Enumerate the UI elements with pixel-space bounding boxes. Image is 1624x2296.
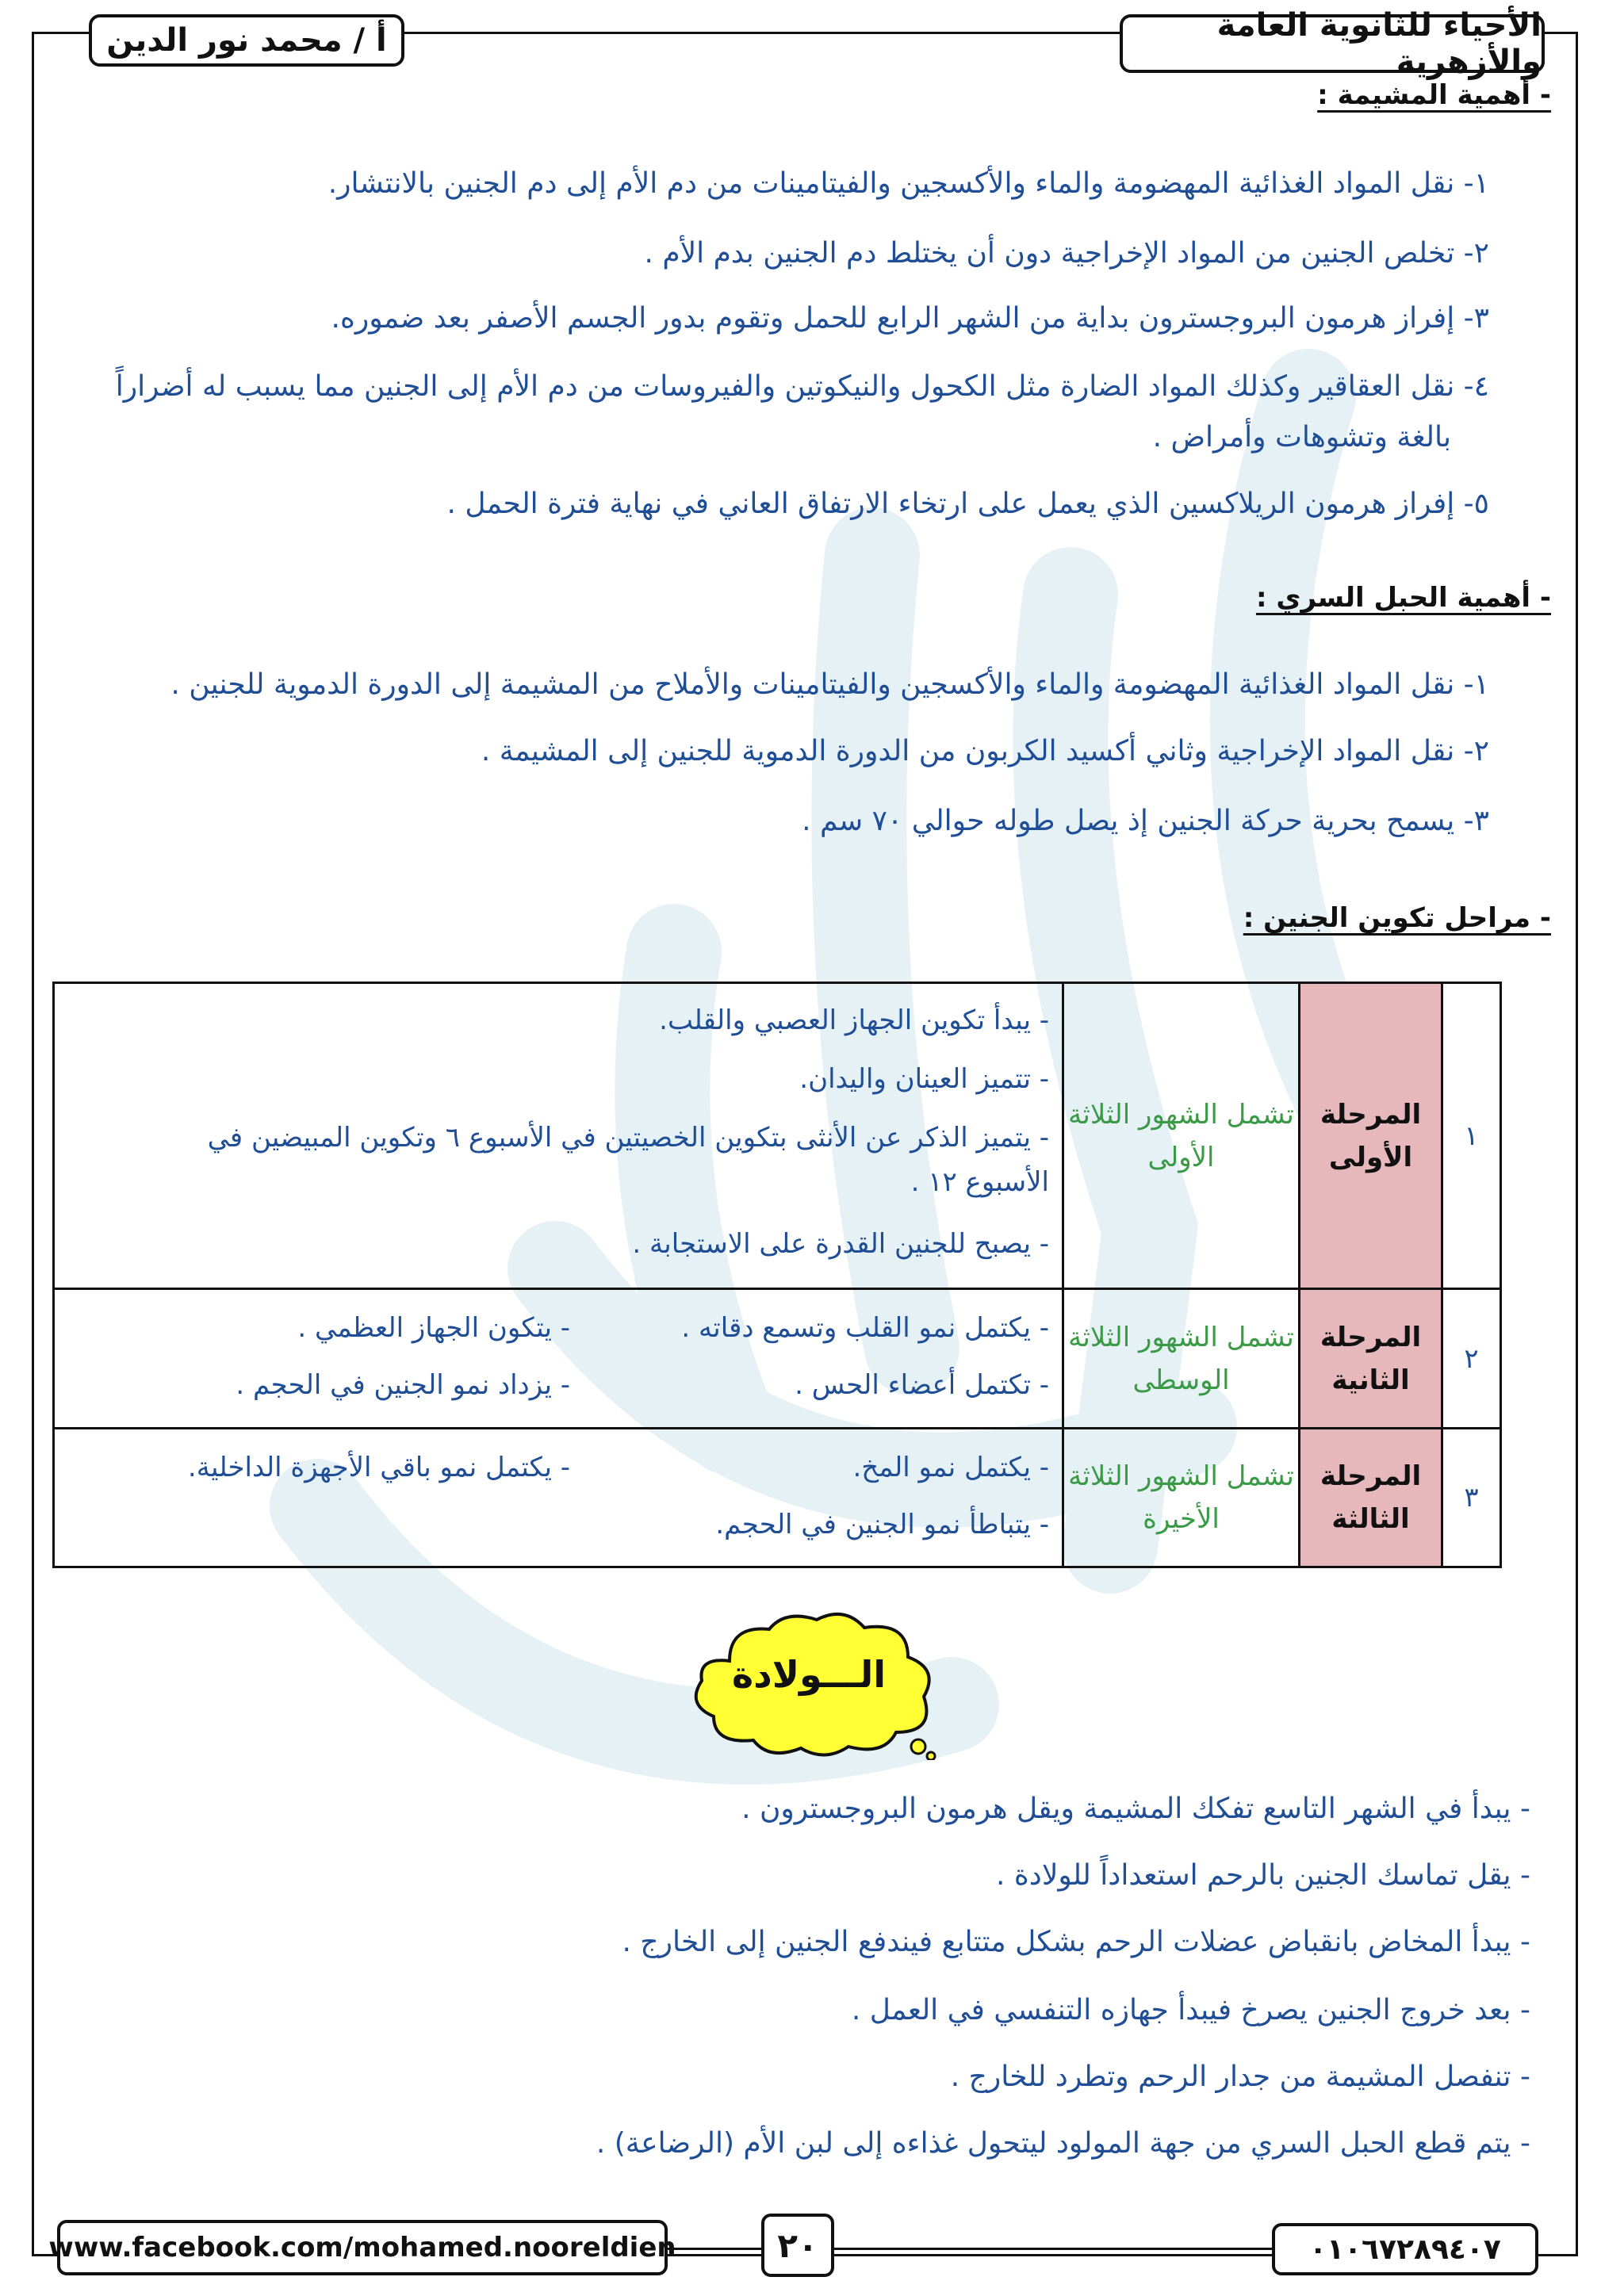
page-number: ٢٠ xyxy=(777,2225,818,2265)
page-number-box xyxy=(761,2214,834,2277)
stage-desc-line: - يكتمل نمو باقي الأجهزة الداخلية. xyxy=(187,1452,570,1483)
table-row xyxy=(55,1429,1500,1566)
placenta-item-3: ٣- إفراز هرمون البروجسترون بداية من الشهر الرابع للحمل وتقوم بدور الجسم الأصفر بعد ضموره. xyxy=(331,302,1489,335)
placenta-item-4: ٤- نقل العقاقير وكذلك المواد الضارة مثل الكحول والنيكوتين والفيروسات من دم الأم إلى الجنين مما يسبب له أضراراً xyxy=(115,370,1489,403)
phone-box xyxy=(1272,2223,1538,2275)
stage-desc-line: - يكتمل نمو القلب وتسمع دقاته . xyxy=(681,1312,1049,1344)
header-rule xyxy=(404,32,1120,34)
stage-desc-line: - يتكون الجهاز العظمي . xyxy=(297,1312,570,1344)
facebook-link[interactable] xyxy=(48,2220,676,2275)
stage-period: تشمل الشهور الثلاثة الأولى xyxy=(1062,984,1298,1288)
table-row xyxy=(55,1290,1500,1429)
stage-period: تشمل الشهور الثلاثة الوسطى xyxy=(1062,1290,1298,1427)
stage-description xyxy=(55,1290,1062,1427)
stages-section-title: - مراحل تكوين الجنين : xyxy=(1243,902,1551,934)
stage-desc-line: - يتميز الذكر عن الأنثى بتكوين الخصيتين في الأسبوع ٦ وتكوين المبيضين في xyxy=(207,1122,1049,1154)
footer-rule xyxy=(668,2248,761,2250)
author-box xyxy=(89,14,404,67)
placenta-section-title: - أهمية المشيمة : xyxy=(1317,79,1551,111)
facebook-url[interactable]: www.facebook.com/mohamed.nooreldien xyxy=(48,2232,676,2263)
stage-description xyxy=(55,1429,1062,1566)
cord-item-3: ٣- يسمح بحرية حركة الجنين إذ يصل طوله حوالي ٧٠ سم . xyxy=(802,805,1489,837)
header-title-box xyxy=(1120,7,1545,80)
footer-rule xyxy=(834,2248,1272,2250)
birth-item: - يبدأ المخاض بانقباض عضلات الرحم بشكل متتابع فيندفع الجنين إلى الخارج . xyxy=(622,1926,1530,1958)
stage-desc-line: - تتميز العينان واليدان. xyxy=(799,1063,1049,1095)
birth-item: - تنفصل المشيمة من جدار الرحم وتطرد للخارج . xyxy=(950,2061,1530,2093)
stage-number: ٣ xyxy=(1441,1429,1500,1566)
stage-desc-line: - يصبح للجنين القدرة على الاستجابة . xyxy=(632,1228,1049,1260)
stage-name: المرحلة الثانية xyxy=(1298,1290,1441,1427)
author-name: أ / محمد نور الدين xyxy=(106,22,387,59)
birth-item: - يقل تماسك الجنين بالرحم استعداداً للولادة . xyxy=(996,1859,1530,1892)
stage-description xyxy=(55,984,1062,1288)
placenta-item-4-cont: بالغة وتشوهات وأمراض . xyxy=(1152,421,1451,453)
birth-title: الـــولادة xyxy=(731,1653,887,1696)
birth-item: - يبدأ في الشهر التاسع تفكك المشيمة ويقل هرمون البروجسترون . xyxy=(741,1793,1530,1825)
cord-item-2: ٢- نقل المواد الإخراجية وثاني أكسيد الكربون من الدورة الدموية للجنين إلى المشيمة . xyxy=(481,735,1489,767)
placenta-item-5: ٥- إفراز هرمون الريلاكسين الذي يعمل على ارتخاء الارتفاق العاني في نهاية فترة الحمل . xyxy=(446,488,1489,520)
stage-desc-line: - يبدأ تكوين الجهاز العصبي والقلب. xyxy=(659,1004,1049,1036)
header-title: الأحياء للثانوية العامة والأزهرية xyxy=(1216,7,1542,80)
stage-number: ٢ xyxy=(1441,1290,1500,1427)
stage-desc-line: - يزداد نمو الجنين في الحجم . xyxy=(236,1369,570,1401)
stage-name: المرحلة الأولى xyxy=(1298,984,1441,1288)
table-row xyxy=(55,984,1500,1290)
birth-item: - بعد خروج الجنين يصرخ فيبدأ جهازه التنفسي في العمل . xyxy=(851,1994,1530,2026)
stages-table xyxy=(52,982,1502,1568)
cord-item-1: ١- نقل المواد الغذائية المهضومة والماء والأكسجين والفيتامينات والأملاح من المشيمة إلى الدورة الدموية للجنين . xyxy=(170,668,1489,701)
placenta-item-2: ٢- تخلص الجنين من المواد الإخراجية دون أن يختلط دم الجنين بدم الأم . xyxy=(644,237,1489,270)
stage-desc-line: - يتباطأ نمو الجنين في الحجم. xyxy=(715,1509,1049,1540)
placenta-item-1: ١- نقل المواد الغذائية المهضومة والماء والأكسجين والفيتامينات من دم الأم إلى دم الجنين بالانتشار. xyxy=(327,167,1489,200)
stage-desc-line: الأسبوع ١٢ . xyxy=(910,1166,1049,1198)
stage-period: تشمل الشهور الثلاثة الأخيرة xyxy=(1062,1429,1298,1566)
birth-item: - يتم قطع الحبل السري من جهة المولود ليتحول غذاءه إلى لبن الأم (الرضاعة) . xyxy=(596,2127,1530,2160)
stage-desc-line: - يكتمل نمو المخ. xyxy=(852,1452,1049,1483)
stage-desc-line: - تكتمل أعضاء الحس . xyxy=(795,1369,1049,1401)
cord-section-title: - أهمية الحبل السري : xyxy=(1255,582,1551,614)
stage-name: المرحلة الثالثة xyxy=(1298,1429,1441,1566)
stage-number: ١ xyxy=(1441,984,1500,1288)
phone-number: ٠١٠٦٧٢٨٩٤٠٧ xyxy=(1309,2233,1501,2266)
